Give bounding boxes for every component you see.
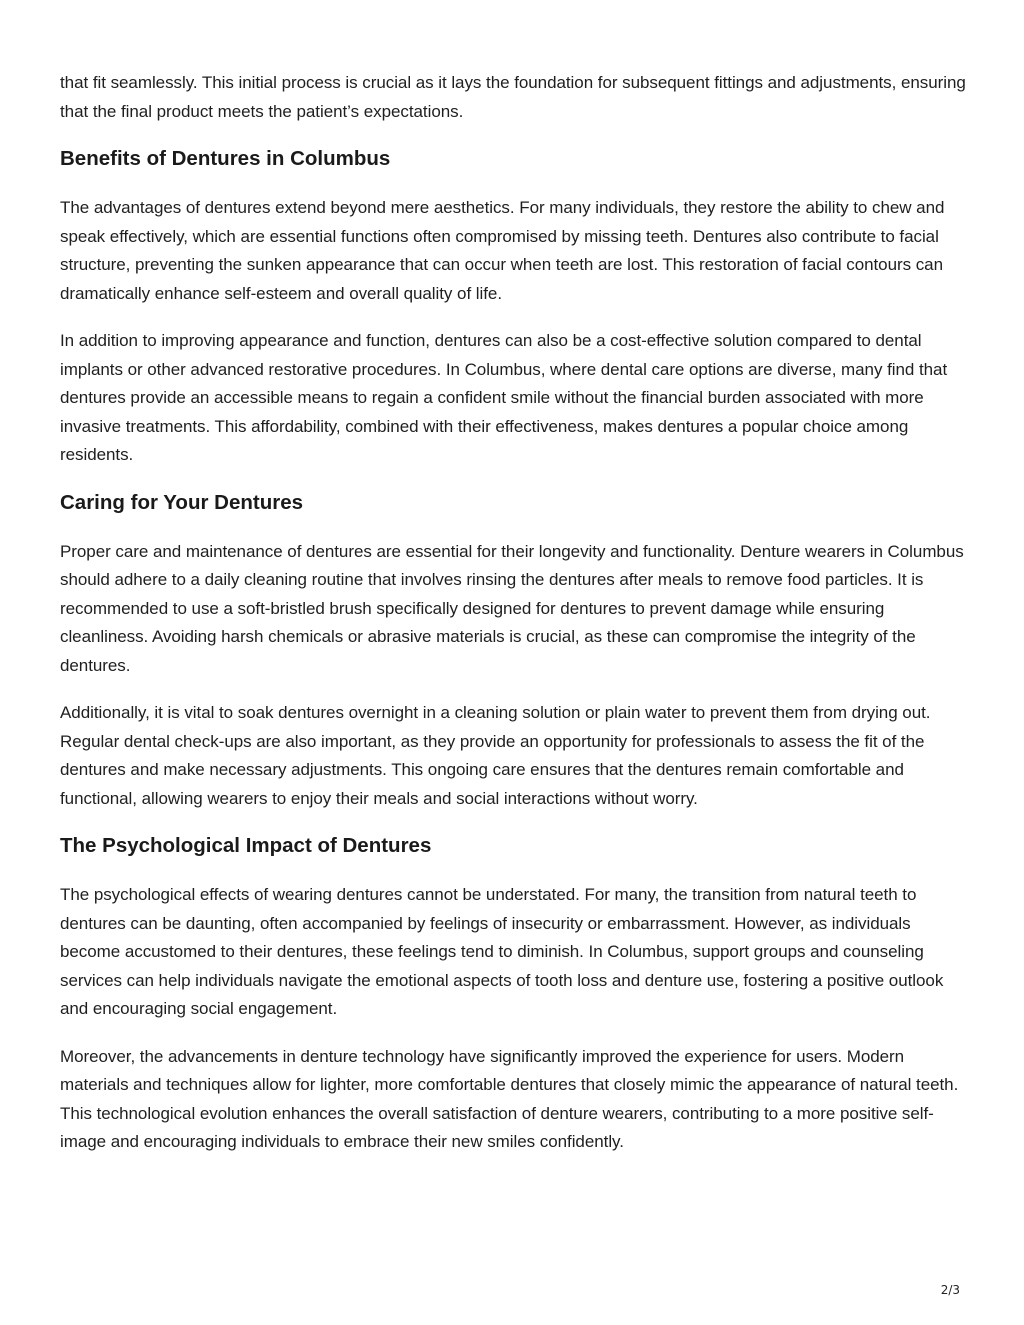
section-paragraph: The advantages of dentures extend beyond mere aesthetics. For many individuals, they restore the ability to chew and speak effectively, which are essential functions often compromised by missing teeth. Dentures also contribute to facial structure, preventing the sunken appearance that can occur when teeth are lost. This restoration of facial contours can dramatically enhance self-esteem and overall quality of life. bbox=[60, 198, 945, 303]
section-heading: Benefits of Dentures in Columbus bbox=[60, 147, 391, 170]
section-paragraph: Proper care and maintenance of dentures are essential for their longevity and functionality. Denture wearers in Columbus should adhere to a daily cleaning routine that involves rinsing the dentures after meals to remove food particles. It is recommended to use a soft-bristled brush specifically designed for dentures to prevent damage while ensuring cleanliness. Avoiding harsh chemicals or abrasive materials is crucial, as these can compromise the integrity of the dentures. bbox=[60, 541, 964, 675]
section-psychological bbox=[60, 832, 972, 1157]
intro-paragraph: that fit seamlessly. This initial process is crucial as it lays the foundation for subsequent fittings and adjustments, ensuring that the final product meets the patient’s expectations. bbox=[60, 73, 966, 121]
section-benefits bbox=[60, 145, 972, 470]
section-caring bbox=[60, 489, 972, 814]
page-number: 2/3 bbox=[940, 1283, 960, 1297]
section-paragraph: Moreover, the advancements in denture technology have significantly improved the experience for users. Modern materials and techniques allow for lighter, more comfortable dentures that closely mimic the appearance of natural teeth. This technological evolution enhances the overall satisfaction of denture wearers, contributing to a more positive self-image and encouraging individuals to embrace their new smiles confidently. bbox=[60, 1046, 959, 1151]
document-body bbox=[60, 69, 972, 1176]
section-heading: Caring for Your Dentures bbox=[60, 490, 303, 514]
section-paragraph: The psychological effects of wearing dentures cannot be understated. For many, the transition from natural teeth to dentures can be daunting, often accompanied by feelings of insecurity or embarrassment. However, as individuals become accustomed to their dentures, these feelings tend to diminish. In Columbus, support groups and counseling services can help individuals navigate the emotional aspects of tooth loss and denture use, fostering a positive outlook and encouraging social engagement. bbox=[60, 885, 944, 1018]
section-paragraph: Additionally, it is vital to soak dentures overnight in a cleaning solution or plain water to prevent them from drying out. Regular dental check-ups are also important, as they provide an opportunity for professionals to assess the fit of the dentures and make necessary adjustments. This ongoing care ensures that the dentures remain comfortable and functional, allowing wearers to enjoy their meals and social interactions without worry. bbox=[60, 703, 931, 808]
section-paragraph: In addition to improving appearance and function, dentures can also be a cost-effective solution compared to dental implants or other advanced restorative procedures. In Columbus, where dental care options are diverse, many find that dentures provide an accessible means to regain a confident smile without the financial burden associated with more invasive treatments. This affordability, combined with their effectiveness, makes dentures a popular choice among residents. bbox=[60, 331, 948, 464]
section-heading: The Psychological Impact of Dentures bbox=[60, 834, 432, 857]
